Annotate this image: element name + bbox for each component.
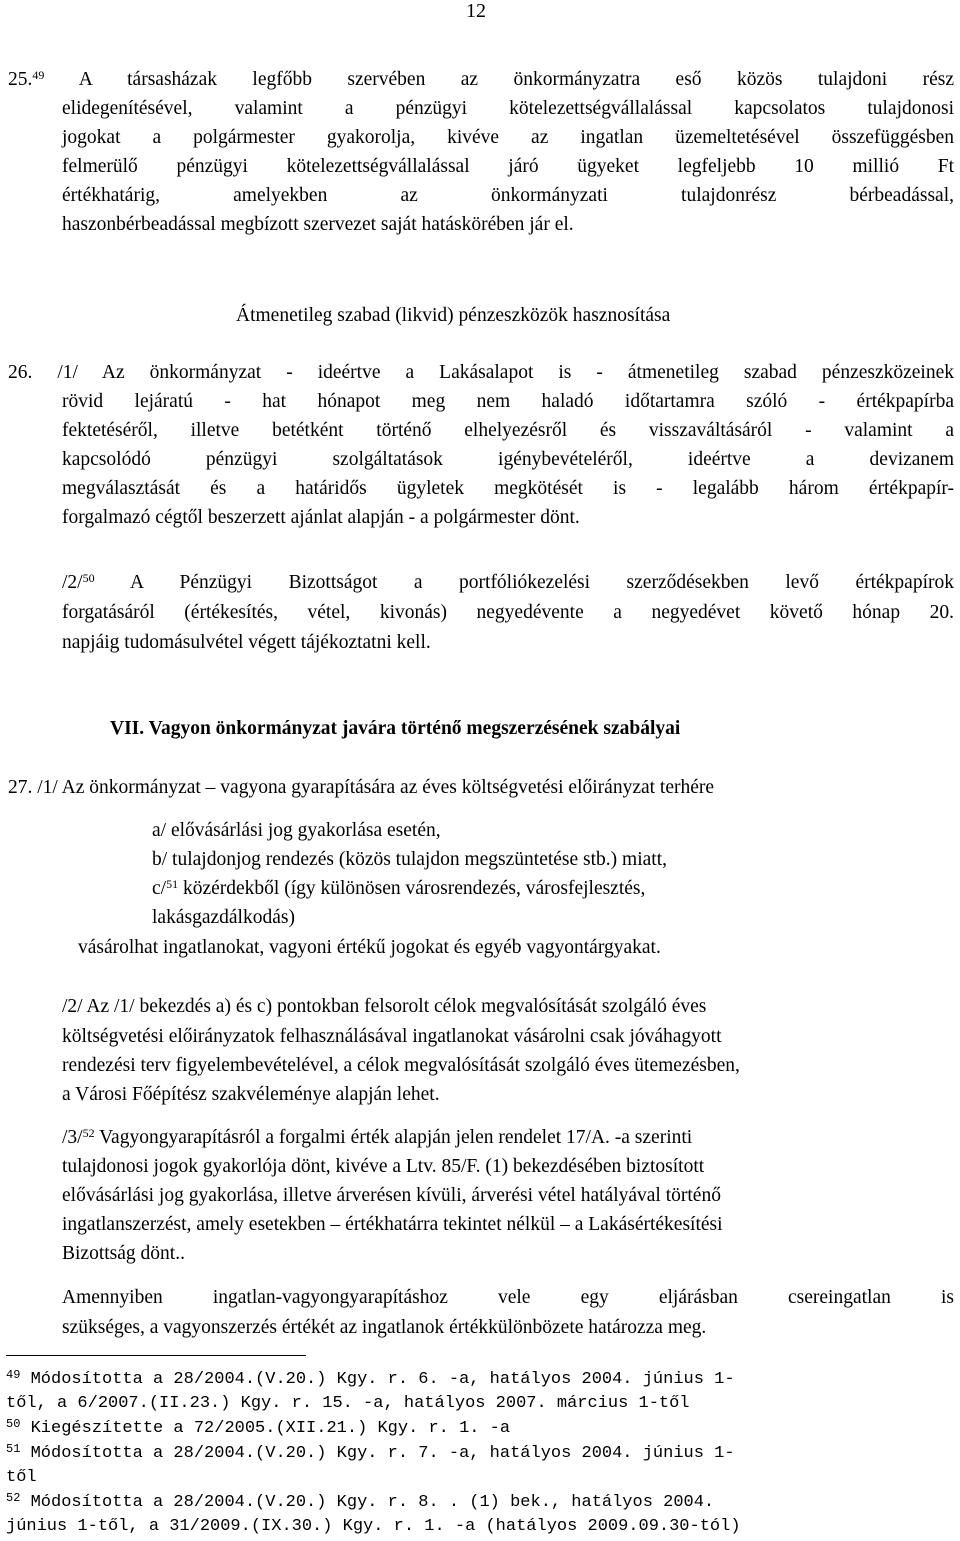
footnote-49: $^{49}$ Módosította a 28/2004.(V.20.) Kgy. r. 6. -a, hatályos 2004. június 1- [6, 1368, 735, 1389]
section-25-line-6: haszonbérbeadással megbízott szervezet saját hatáskörében jár el. [62, 214, 574, 235]
section-26-line-3: fektetéséről, illetve betétként történő elhelyezésről és visszaváltásáról - valamint a [62, 420, 954, 441]
section-26-line-6: forgalmazó cégtől beszerzett ajánlat alapján - a polgármester dönt. [62, 507, 580, 528]
footnote-number: 51 [6, 1442, 21, 1456]
page-number: 12 [466, 0, 486, 22]
section-number: 26. [8, 362, 33, 383]
section-27-intro: 27. /1/ Az önkormányzat – vagyona gyarapítására az éves költségvetési előirányzat terhére [8, 777, 715, 798]
section-26-line-2: rövid lejáratú - hat hónapot meg nem haladó időtartamra szóló - értékpapírba [62, 391, 954, 412]
section-27-p3-line-3: elővásárlási jog gyakorlása, illetve árverésen kívüli, árverési vétel hatályával történő [62, 1185, 721, 1206]
footnote-divider [6, 1355, 306, 1356]
chapter-heading: VII. Vagyon önkormányzat javára történő megszerzésének szabályai [110, 718, 681, 739]
section-26-line-1: 26. /1/ Az önkormányzat - ideértve a Lakásalapot is - átmenetileg szabad pénzeszközeinek [8, 362, 955, 383]
section-25-line-3: jogokat a polgármester gyakorolja, kivéve az ingatlan üzemeltetésével összefüggésben [62, 127, 954, 148]
section-26-p2-line-2: forgatásáról (értékesítés, vétel, kivonás) negyedévente a negyedévet követő hónap 20. [62, 602, 954, 623]
footnote-ref[interactable]: 49 [32, 68, 45, 82]
footnote-ref[interactable]: 52 [82, 1126, 95, 1140]
section-26-line-4: kapcsolódó pénzügyi szolgáltatások igénybevételéről, ideértve a devizanem [62, 449, 954, 470]
list-item-c: c/$^{51}$ közérdekből (így különösen városrendezés, városfejlesztés, [152, 877, 646, 899]
footnote-number: 50 [6, 1417, 21, 1431]
section-27-p3-line-2: tulajdonosi jogok gyakorlója dönt, kivéve a Ltv. 85/F. (1) bekezdésében biztosított [62, 1156, 705, 1177]
list-item-c-cont: lakásgazdálkodás) [152, 907, 295, 928]
section-25-line-5: értékhatárig, amelyekben az önkormányzati tulajdonrész bérbeadással, [62, 185, 954, 206]
section-26-p2-line-3: napjáig tudomásulvétel végett tájékoztatni kell. [62, 632, 431, 653]
section-27-p4-line-1: Amennyiben ingatlan-vagyongyarapításhoz vele egy eljárásban csereingatlan is [62, 1287, 954, 1308]
section-27-p3-line-4: ingatlanszerzést, amely esetekben – értékhatárra tekintet nélkül – a Lakásértékesítési [62, 1214, 723, 1235]
section-27-closing: vásárolhat ingatlanokat, vagyoni értékű jogokat és egyéb vagyontárgyakat. [78, 937, 661, 958]
section-27-p2-line-3: rendezési terv figyelembevételével, a célok megvalósítását szolgáló éves ütemezésben, [62, 1055, 740, 1076]
section-number: 25. [8, 69, 33, 90]
footnote-51-cont: től [6, 1468, 37, 1487]
list-item-b: b/ tulajdonjog rendezés (közös tulajdon megszüntetése stb.) miatt, [152, 849, 667, 870]
section-25-line-2: elidegenítésével, valamint a pénzügyi kötelezettségvállalással kapcsolatos tulajdonosi [62, 98, 954, 119]
footnote-52-cont: június 1-től, a 31/2009.(IX.30.) Kgy. r. 1. -a (hatályos 2009.09.30-tól) [6, 1517, 741, 1536]
footnote-52: $^{52}$ Módosította a 28/2004.(V.20.) Kgy. r. 8. . (1) bek., hatályos 2004. [6, 1491, 715, 1512]
section-number: 27. [8, 777, 33, 798]
heading-liquid-assets: Átmenetileg szabad (likvid) pénzeszközök hasznosítása [236, 305, 671, 326]
section-27-p3-line-5: Bizottság dönt.. [62, 1243, 185, 1264]
section-26-p2-line-1: /2/$^{50}$ A Pénzügyi Bizottságot a portfóliókezelési szerződésekben levő értékpapírok [62, 571, 954, 593]
section-27-p3-line-1: /3/$^{52}$ Vagyongyarapításról a forgalmi érték alapján jelen rendelet 17/A. -a szerinti [62, 1126, 693, 1148]
section-26-line-5: megválasztását és a határidős ügyletek megkötését is - legalább három értékpapír- [62, 478, 954, 499]
section-27-p2-line-2: költségvetési előirányzatok felhasználásával ingatlanokat vásárolni csak jóváhagyott [62, 1026, 722, 1047]
footnote-50: $^{50}$ Kiegészítette a 72/2005.(XII.21.) Kgy. r. 1. -a [6, 1417, 511, 1438]
section-25-line-4: felmerülő pénzügyi kötelezettségvállalással járó ügyeket legfeljebb 10 millió Ft [62, 156, 954, 177]
section-27-p2-line-1: /2/ Az /1/ bekezdés a) és c) pontokban felsorolt célok megvalósítását szolgáló éves [62, 996, 707, 1017]
footnote-number: 49 [6, 1368, 21, 1382]
list-item-a: a/ elővásárlási jog gyakorlása esetén, [152, 820, 441, 841]
footnote-number: 52 [6, 1491, 21, 1505]
section-27-p4-line-2: szükséges, a vagyonszerzés értékét az ingatlanok értékkülönbözete határozza meg. [62, 1317, 707, 1338]
footnote-ref[interactable]: 50 [82, 571, 95, 585]
footnote-49-cont: től, a 6/2007.(II.23.) Kgy. r. 15. -a, hatályos 2007. március 1-től [6, 1394, 690, 1413]
section-25-line-1: 25.49 A társasházak legfőbb szervében az önkormányzatra eső közös tulajdoni rész [8, 68, 954, 90]
footnote-51: $^{51}$ Módosította a 28/2004.(V.20.) Kgy. r. 7. -a, hatályos 2004. június 1- [6, 1442, 735, 1463]
section-27-p2-line-4: a Városi Főépítész szakvéleménye alapján lehet. [62, 1084, 440, 1105]
footnote-ref[interactable]: 51 [166, 877, 179, 891]
